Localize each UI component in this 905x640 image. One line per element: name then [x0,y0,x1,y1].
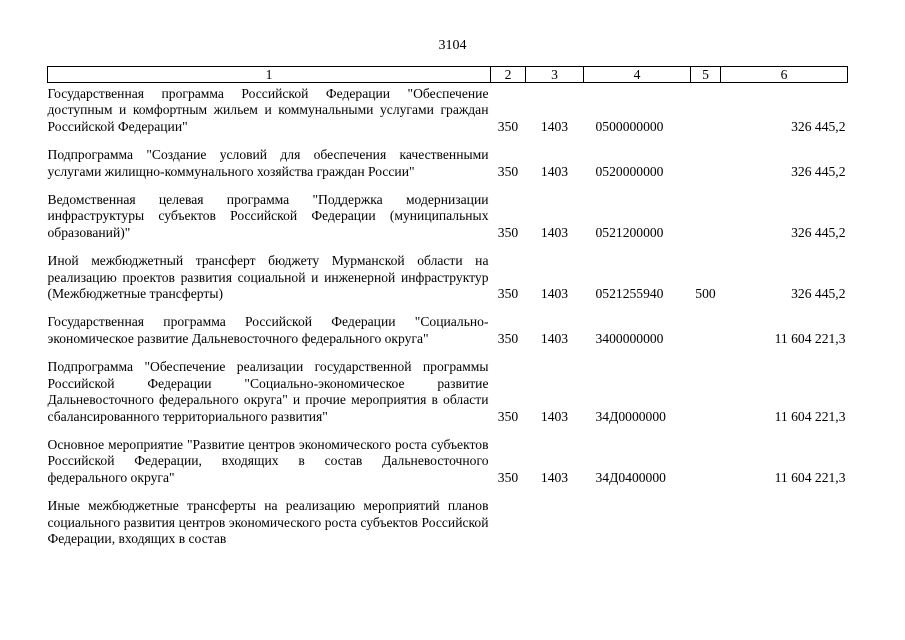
table-row [48,359,848,437]
table-header [48,67,848,83]
row-amount: 11 604 221,3 [774,330,846,346]
row-col-4: 3400000000 [595,330,664,346]
row-name: Государственная программа Российской Федерации "Обеспечение доступным и комфортным жильем и коммунальными услугами граждан Российской Федерации" [47,86,489,134]
row-col-5 [691,498,721,547]
row-name: Подпрограмма "Обеспечение реализации государственной программы Российской Федерации "Социально-экономическое развитие Дальневосточного федерального округа" и прочие мероприятия в области сбалансированного территориального развития" [47,359,489,424]
table-row [48,83,848,148]
table-row [48,314,848,359]
row-col-4: 0500000000 [595,118,664,134]
row-col-2: 350 [497,224,519,240]
row-amount: 326 445,2 [791,163,846,179]
row-amount: 326 445,2 [791,286,846,302]
row-col-2: 350 [497,286,519,302]
row-name: Подпрограмма "Создание условий для обеспечения качественными услугами жилищно-коммунального хозяйства граждан России" [47,147,489,179]
header-row [48,67,848,83]
table-row [48,498,848,547]
row-col-2: 350 [497,163,519,179]
row-name: Ведомственная целевая программа "Поддержка модернизации инфраструктуры субъектов Российской Федерации (муниципальных образований)" [47,192,489,240]
row-col-4 [584,498,691,547]
table-row [48,147,848,192]
row-col-2 [491,498,526,547]
row-col-5: 500 [695,286,716,302]
row-amount: 11 604 221,3 [774,408,846,424]
row-col-3: 1403 [540,163,569,179]
row-name: Иные межбюджетные трансферты на реализацию мероприятий планов социального развития центров экономического роста субъектов Российской Федерации, входящих в состав [47,498,489,546]
page-number: 3104 [438,38,467,53]
row-col-4: 0521200000 [595,224,664,240]
budget-table [47,66,848,547]
table-row [48,437,848,498]
table-body [48,83,848,548]
row-col-5 [691,314,721,359]
row-col-5 [691,437,721,498]
row-col-3: 1403 [540,330,569,346]
row-col-3: 1403 [540,118,569,134]
row-amount [721,498,848,547]
column-header-6: 6 [721,67,848,83]
row-col-2: 350 [497,408,519,424]
row-col-4: 34Д0400000 [595,469,666,485]
row-name: Иной межбюджетный трансферт бюджету Мурманской области на реализацию проектов развития социальной и инженерной инфраструктур (Межбюджетные трансферты) [47,253,489,302]
row-col-2: 350 [497,330,519,346]
row-col-5 [691,83,721,148]
column-header-1: 1 [48,67,491,83]
column-header-5: 5 [691,67,721,83]
table-row [48,253,848,314]
row-col-5 [691,147,721,192]
row-col-3: 1403 [540,408,569,424]
row-col-2: 350 [497,469,519,485]
row-name: Государственная программа Российской Федерации "Социально-экономическое развитие Дальневосточного федерального округа" [47,314,489,346]
column-header-3: 3 [526,67,584,83]
row-col-3: 1403 [540,224,569,240]
row-name: Основное мероприятие "Развитие центров экономического роста субъектов Российской Федерации, входящих в состав Дальневосточного федерального округа" [47,436,489,485]
row-col-3: 1403 [540,469,569,485]
row-amount: 326 445,2 [791,118,846,134]
row-col-2: 350 [497,118,519,134]
row-col-3 [526,498,584,547]
row-col-5 [691,359,721,437]
row-col-5 [691,192,721,253]
column-header-2: 2 [491,67,526,83]
row-col-4: 34Д0000000 [595,408,666,424]
row-amount: 11 604 221,3 [774,469,846,485]
row-col-3: 1403 [540,286,569,302]
column-header-4: 4 [584,67,691,83]
row-col-4: 0521255940 [595,286,664,302]
row-amount: 326 445,2 [791,224,846,240]
table-row [48,192,848,253]
row-col-4: 0520000000 [595,163,664,179]
